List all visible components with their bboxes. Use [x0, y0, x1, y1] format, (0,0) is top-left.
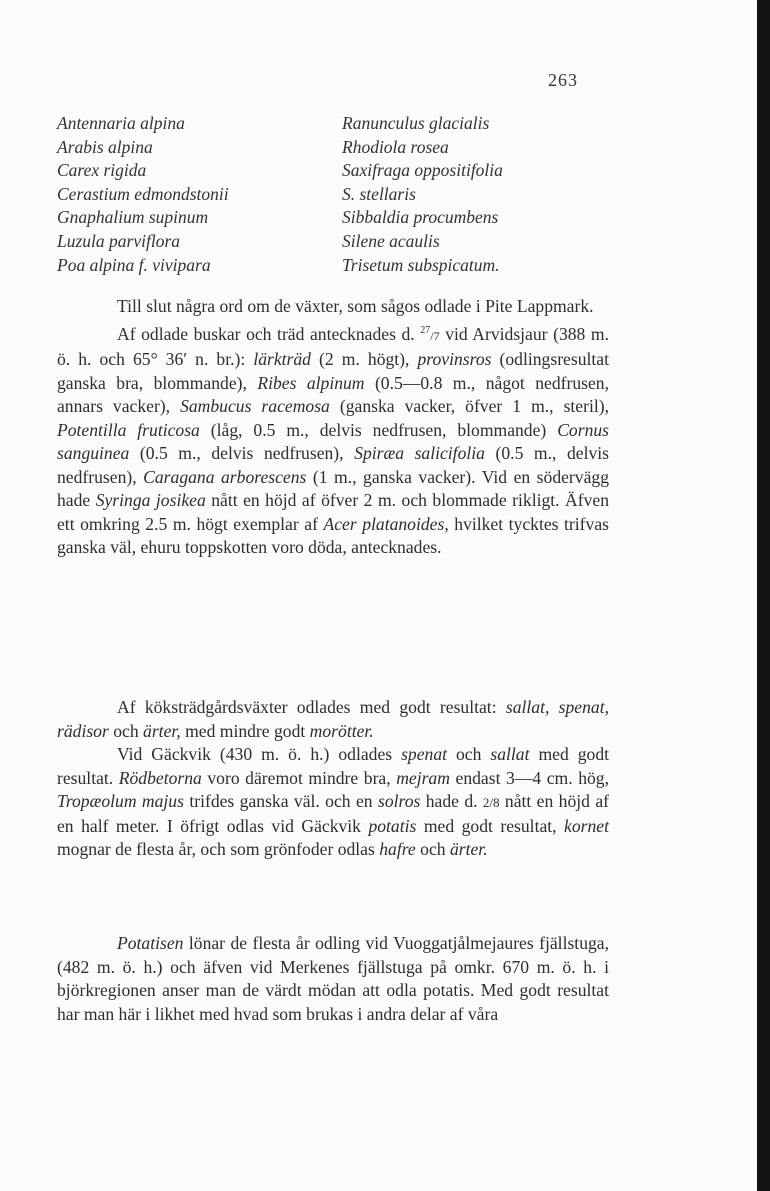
plant-name: provinsros: [417, 348, 492, 369]
plant-name: sallat: [490, 744, 530, 765]
paragraph-potatoes: [57, 932, 609, 1026]
plant-name: ärter.: [449, 839, 488, 860]
plant-name: kornet: [564, 815, 609, 836]
plant-name: potatis: [368, 815, 417, 836]
species-list-right: [342, 112, 503, 277]
text-run: lönar de flesta år odling vid Vuoggatjålmejaures fjällstuga, (482 m. ö. h.) och äfven vid Merkenes fjällstuga på omkr. 670 m. ö. h. i björkregionen anser man de värdt mödan att odla potatis. Med godt resultat har man här i likhet med hvad som brukas i andra delar af våra: [57, 933, 609, 1024]
plant-name: morötter.: [309, 720, 374, 741]
text-run: nått en höjd af en half meter. I öfrigt odlas vid Gäckvik: [57, 791, 610, 836]
text-run: Af köksträdgårdsväxter odlades med godt resultat:: [117, 697, 506, 717]
species-item: Sibbaldia procumbens: [342, 207, 499, 228]
plant-name: Syringa josikea: [95, 490, 206, 511]
text-run: och: [415, 839, 450, 860]
date-month: /7: [430, 328, 440, 343]
date-day: 27: [420, 324, 431, 336]
text-block-upper: [57, 295, 609, 560]
plant-name: Acer platanoides: [323, 513, 445, 534]
paragraph-gackvik: [57, 743, 609, 862]
text-run: Till slut några ord om de växter, som sågos odlade i Pite Lappmark.: [117, 296, 594, 316]
species-item: Antennaria alpina: [57, 113, 185, 133]
plant-name: Cornus sanguinea: [57, 419, 610, 464]
text-run: endast 3—4 cm. hög,: [449, 767, 609, 788]
species-item: Silene acaulis: [342, 230, 440, 251]
plant-name: Potatisen: [117, 933, 184, 953]
page-number: 263: [548, 70, 578, 90]
paragraph-pite-lappmark: [57, 295, 609, 319]
species-item: Trisetum subspicatum.: [342, 254, 500, 275]
date-fraction: 2/8: [482, 795, 500, 811]
paragraph-kitchen-garden: [57, 696, 609, 743]
species-item: Arabis alpina: [57, 136, 153, 157]
text-run: (låg, 0.5 m., delvis nedfrusen, blommande): [199, 419, 558, 440]
plant-name: Sambucus racemosa: [180, 396, 330, 417]
text-run: vid Arvidsjaur (388 m. ö. h. och 65° 36′ n. br.):: [57, 323, 609, 369]
species-list-left: [57, 112, 229, 277]
plant-name: solros: [377, 791, 421, 812]
plant-name: sallat, spenat, rädisor: [57, 697, 609, 741]
text-run: hade d.: [420, 791, 483, 812]
text-run: Af odlade buskar och träd antecknades d.: [117, 323, 421, 344]
plant-name: Caragana arborescens: [143, 466, 307, 487]
text-run: (0.5—0.8 m., något nedfrusen, annars vacker),: [57, 372, 609, 417]
scan-edge: [757, 0, 770, 1191]
text-run: voro däremot mindre bra,: [201, 767, 397, 788]
text-run: och: [108, 720, 144, 741]
species-item: Saxifraga oppositifolia: [342, 160, 503, 181]
plant-name: lärkträd: [253, 348, 311, 369]
plant-name: Tropæolum majus: [57, 791, 184, 812]
text-block-potatoes: [57, 932, 609, 1026]
species-item: Carex rigida: [57, 160, 147, 181]
species-item: Rhodiola rosea: [342, 136, 449, 157]
species-item: Luzula parviflora: [57, 230, 181, 251]
text-block-vegetables: [57, 696, 609, 862]
text-run: med mindre godt: [180, 720, 310, 741]
text-run: (0.5 m., delvis nedfrusen),: [57, 443, 610, 487]
paragraph-arvidsjaur: [57, 319, 609, 560]
plant-name: mejram: [396, 767, 450, 788]
text-run: (0.5 m., delvis nedfrusen),: [129, 443, 355, 464]
plant-name: ärter,: [143, 720, 181, 741]
plant-name: hafre: [379, 839, 416, 860]
species-item: Cerastium edmondstonii: [57, 183, 229, 204]
text-run: (ganska vacker, öfver 1 m., steril),: [329, 396, 610, 417]
text-run: och: [447, 744, 491, 765]
species-item: S. stellaris: [342, 183, 416, 204]
text-run: Vid Gäckvik (430 m. ö. h.) odlades: [117, 744, 402, 765]
text-run: (2 m. högt),: [310, 348, 418, 369]
plant-name: Rödbetorna: [118, 767, 202, 788]
plant-name: spenat: [401, 744, 448, 765]
plant-name: Potentilla fruticosa: [57, 419, 200, 440]
species-item: Poa alpina f. vivipara: [57, 254, 211, 275]
text-run: , hvilket tycktes trifvas ganska väl, ehuru toppskotten voro döda, antecknades.: [57, 513, 609, 558]
species-item: Ranunculus glacialis: [342, 113, 490, 133]
species-item: Gnaphalium supinum: [57, 207, 209, 228]
text-run: nått en höjd af öfver 2 m. och blommade rikligt. Äfven ett omkring 2.5 m. högt exemplar af: [57, 490, 609, 534]
text-run: trifdes ganska väl. och en: [183, 791, 378, 812]
plant-name: Ribes alpinum: [257, 372, 365, 393]
text-run: mognar de flesta år, och som grönfoder odlas: [57, 839, 380, 860]
text-run: med godt resultat.: [57, 744, 609, 788]
text-run: med godt resultat,: [416, 815, 565, 836]
plant-name: Spiræa salicifolia: [354, 443, 485, 464]
text-run: (odlingsresultat ganska bra, blommande),: [57, 348, 609, 393]
text-run: (1 m., ganska vacker). Vid en södervägg hade: [57, 466, 609, 511]
